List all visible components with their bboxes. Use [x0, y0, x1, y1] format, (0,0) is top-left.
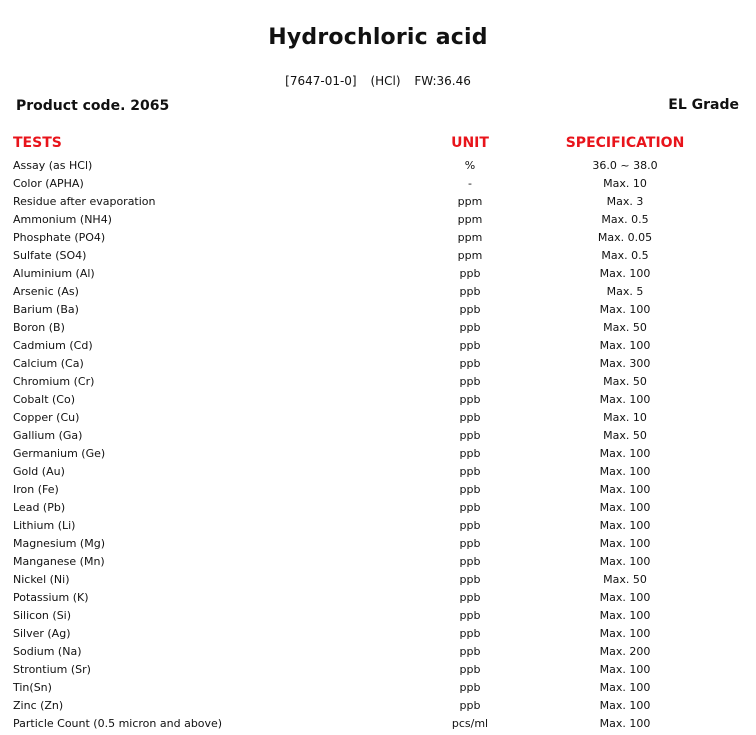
test-specification: Max. 100	[599, 465, 651, 478]
test-unit: ppb	[459, 627, 481, 640]
test-unit: ppb	[459, 357, 481, 370]
test-unit: ppb	[459, 519, 481, 532]
table-row	[0, 283, 756, 301]
test-name: Boron (B)	[13, 321, 65, 334]
table-row	[0, 661, 756, 679]
table-row	[0, 391, 756, 409]
test-specification: Max. 0.05	[597, 231, 653, 244]
test-unit: ppm	[457, 231, 483, 244]
table-row	[0, 535, 756, 553]
test-specification: Max. 100	[599, 699, 651, 712]
test-unit: ppm	[457, 195, 483, 208]
test-specification: Max. 100	[599, 447, 651, 460]
test-name: Silver (Ag)	[13, 627, 71, 640]
test-unit: ppb	[459, 393, 481, 406]
chemical-identifiers	[0, 74, 756, 88]
table-row	[0, 175, 756, 193]
test-unit: ppb	[459, 501, 481, 514]
table-row	[0, 211, 756, 229]
test-unit: ppb	[459, 483, 481, 496]
test-name: Aluminium (Al)	[13, 267, 95, 280]
test-name: Manganese (Mn)	[13, 555, 105, 568]
test-specification: Max. 100	[599, 717, 651, 730]
test-name: Arsenic (As)	[13, 285, 79, 298]
test-specification: Max. 0.5	[601, 213, 649, 226]
table-row	[0, 319, 756, 337]
table-row	[0, 643, 756, 661]
test-name: Silicon (Si)	[13, 609, 72, 622]
test-specification: Max. 10	[603, 411, 647, 424]
test-specification: 36.0 ~ 38.0	[592, 159, 658, 172]
test-name: Iron (Fe)	[13, 483, 59, 496]
table-row	[0, 481, 756, 499]
test-specification: Max. 5	[606, 285, 644, 298]
test-specification: Max. 3	[606, 195, 644, 208]
table-row	[0, 337, 756, 355]
test-name: Barium (Ba)	[13, 303, 79, 316]
unit-column-header: UNIT	[451, 135, 489, 151]
test-name: Gold (Au)	[13, 465, 65, 478]
test-specification: Max. 50	[603, 321, 647, 334]
table-row	[0, 301, 756, 319]
test-specification: Max. 200	[599, 645, 651, 658]
test-unit: ppb	[459, 663, 481, 676]
test-unit: ppb	[459, 321, 481, 334]
table-row	[0, 697, 756, 715]
test-unit: ppb	[459, 537, 481, 550]
test-name: Copper (Cu)	[13, 411, 80, 424]
test-specification: Max. 300	[599, 357, 651, 370]
table-row	[0, 409, 756, 427]
table-row	[0, 157, 756, 175]
test-specification: Max. 50	[603, 375, 647, 388]
page-title: Hydrochloric acid	[268, 25, 488, 50]
test-unit: ppb	[459, 573, 481, 586]
test-specification: Max. 100	[599, 591, 651, 604]
table-row	[0, 679, 756, 697]
table-row	[0, 265, 756, 283]
table-row	[0, 571, 756, 589]
test-unit: ppb	[459, 447, 481, 460]
test-unit: -	[468, 177, 472, 190]
test-unit: ppb	[459, 591, 481, 604]
test-specification: Max. 50	[603, 429, 647, 442]
table-row	[0, 625, 756, 643]
table-row	[0, 715, 756, 733]
table-row	[0, 373, 756, 391]
test-name: Sodium (Na)	[13, 645, 82, 658]
test-name: Germanium (Ge)	[13, 447, 106, 460]
test-specification: Max. 100	[599, 393, 651, 406]
cas-number: [7647-01-0]	[285, 74, 357, 88]
table-row	[0, 229, 756, 247]
test-name: Phosphate (PO4)	[13, 231, 106, 244]
specification-table	[0, 157, 756, 733]
test-specification: Max. 100	[599, 483, 651, 496]
test-unit: ppb	[459, 303, 481, 316]
test-specification: Max. 100	[599, 609, 651, 622]
test-unit: pcs/ml	[451, 717, 489, 730]
table-row	[0, 589, 756, 607]
table-row	[0, 247, 756, 265]
test-specification: Max. 100	[599, 303, 651, 316]
test-unit: ppb	[459, 411, 481, 424]
test-unit: ppb	[459, 285, 481, 298]
test-unit: ppm	[457, 249, 483, 262]
test-specification: Max. 100	[599, 663, 651, 676]
test-specification: Max. 100	[599, 501, 651, 514]
tests-column-header: TESTS	[13, 135, 62, 151]
test-name: Chromium (Cr)	[13, 375, 95, 388]
table-row	[0, 553, 756, 571]
test-specification: Max. 100	[599, 267, 651, 280]
test-specification: Max. 100	[599, 537, 651, 550]
table-row	[0, 517, 756, 535]
test-unit: %	[464, 159, 476, 172]
test-name: Tin(Sn)	[13, 681, 52, 694]
test-specification: Max. 50	[603, 573, 647, 586]
product-code: Product code. 2065	[16, 98, 170, 114]
test-name: Assay (as HCl)	[13, 159, 93, 172]
test-unit: ppb	[459, 609, 481, 622]
table-row	[0, 193, 756, 211]
test-unit: ppb	[459, 429, 481, 442]
table-row	[0, 445, 756, 463]
test-name: Cobalt (Co)	[13, 393, 75, 406]
table-row	[0, 607, 756, 625]
test-name: Cadmium (Cd)	[13, 339, 93, 352]
test-unit: ppb	[459, 645, 481, 658]
test-specification: Max. 10	[603, 177, 647, 190]
test-specification: Max. 100	[599, 681, 651, 694]
test-unit: ppb	[459, 465, 481, 478]
formula-weight: FW:36.46	[414, 74, 471, 88]
test-name: Gallium (Ga)	[13, 429, 83, 442]
test-specification: Max. 100	[599, 627, 651, 640]
test-name: Ammonium (NH4)	[13, 213, 112, 226]
test-unit: ppb	[459, 681, 481, 694]
test-name: Zinc (Zn)	[13, 699, 64, 712]
table-row	[0, 427, 756, 445]
test-name: Particle Count (0.5 micron and above)	[13, 717, 223, 730]
test-name: Sulfate (SO4)	[13, 249, 87, 262]
grade-label: EL Grade	[668, 97, 739, 113]
test-unit: ppb	[459, 339, 481, 352]
test-specification: Max. 100	[599, 519, 651, 532]
test-name: Residue after evaporation	[13, 195, 156, 208]
test-specification: Max. 100	[599, 339, 651, 352]
test-name: Lead (Pb)	[13, 501, 66, 514]
test-unit: ppb	[459, 267, 481, 280]
table-row	[0, 355, 756, 373]
test-name: Strontium (Sr)	[13, 663, 91, 676]
table-row	[0, 463, 756, 481]
test-unit: ppm	[457, 213, 483, 226]
chemical-formula: (HCl)	[370, 74, 401, 88]
table-row	[0, 499, 756, 517]
test-name: Lithium (Li)	[13, 519, 76, 532]
test-name: Magnesium (Mg)	[13, 537, 105, 550]
test-unit: ppb	[459, 699, 481, 712]
test-unit: ppb	[459, 555, 481, 568]
specification-column-header: SPECIFICATION	[565, 135, 685, 151]
test-name: Calcium (Ca)	[13, 357, 84, 370]
test-unit: ppb	[459, 375, 481, 388]
test-name: Nickel (Ni)	[13, 573, 70, 586]
test-name: Color (APHA)	[13, 177, 84, 190]
test-specification: Max. 0.5	[601, 249, 649, 262]
test-name: Potassium (K)	[13, 591, 89, 604]
test-specification: Max. 100	[599, 555, 651, 568]
